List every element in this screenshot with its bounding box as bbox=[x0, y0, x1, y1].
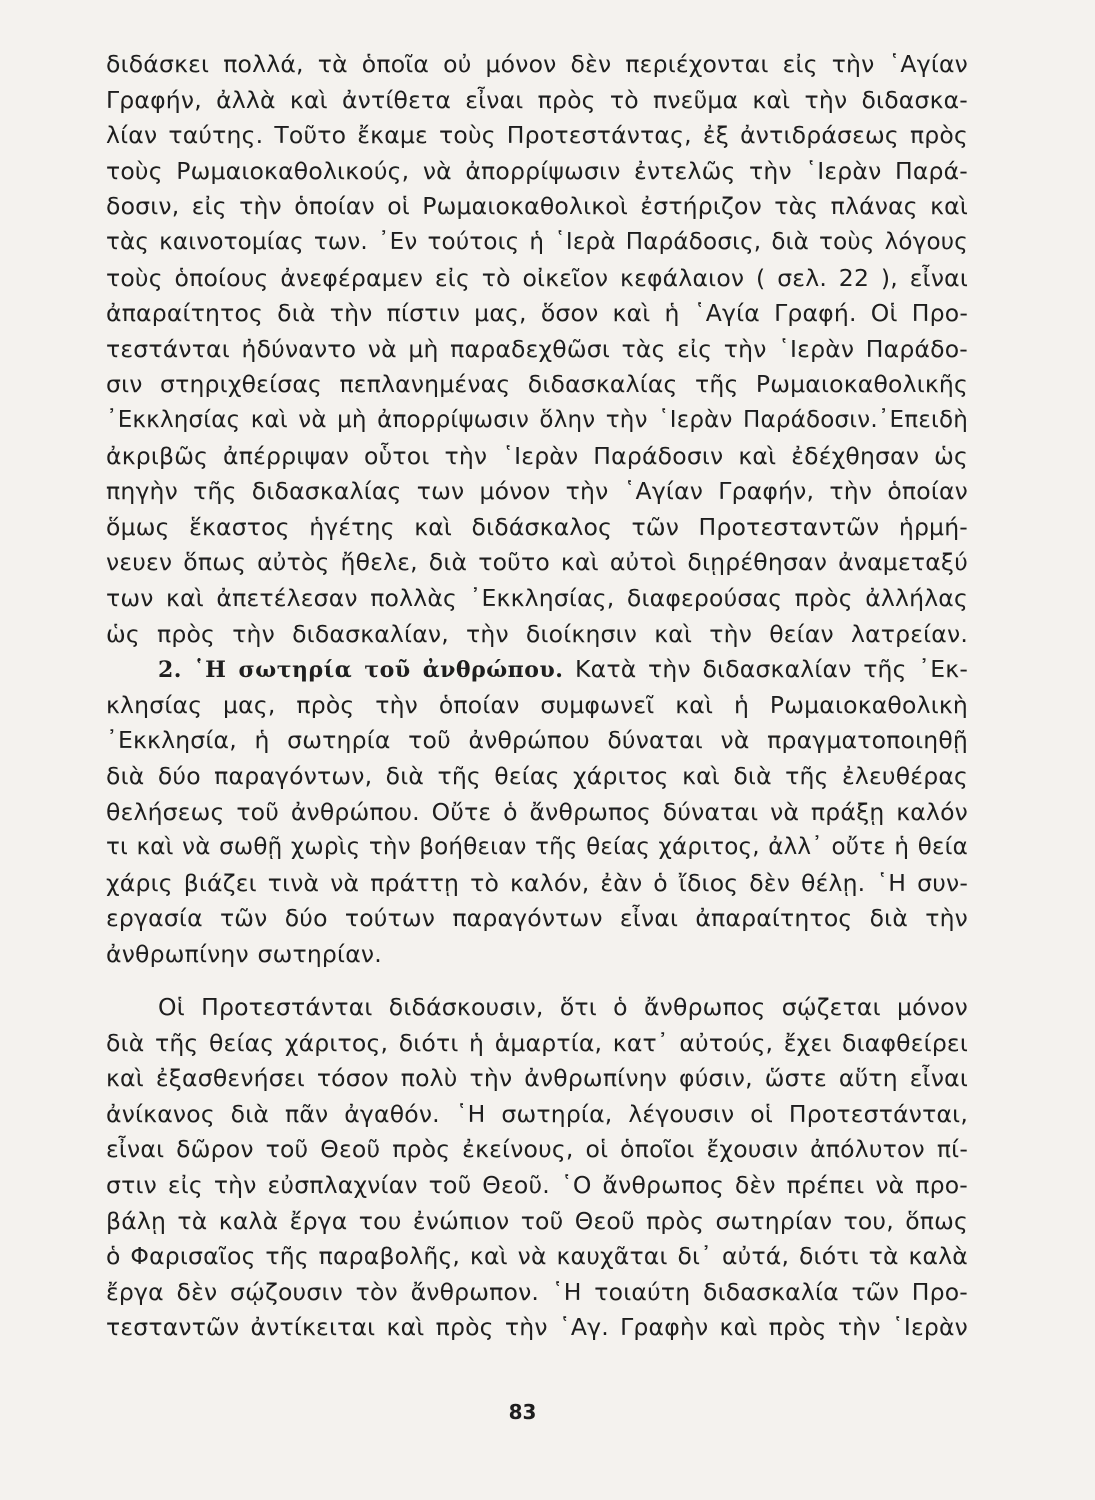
paragraph-3-line-9: ἔργα δὲν σῴζουσιν τὸν ἄνθρωπον. ῾Η τοιαύτη διδασκαλία τῶν Προ- bbox=[106, 1277, 968, 1306]
paragraph-3-line-4: ἀνίκανος διὰ πᾶν ἀγαθόν. ῾Η σωτηρία, λέγουσιν οἱ Προτεστάνται, bbox=[106, 1099, 968, 1128]
text-line-12: ἀκριβῶς ἀπέρριψαν οὗτοι τὴν ῾Ιερὰν Παράδοσιν καὶ ἐδέχθησαν ὡς bbox=[106, 441, 968, 470]
section-2-line-1: κλησίας μας, πρὸς τὴν ὁποίαν συμφωνεῖ καὶ ἡ Ρωμαιοκαθολικὴ bbox=[106, 690, 968, 719]
text-line-1: διδάσκει πολλά, τὰ ὁποῖα οὐ μόνον δὲν περιέχονται εἰς τὴν ῾Αγίαν bbox=[106, 50, 968, 78]
text-line-14: ὅμως ἕκαστος ἡγέτης καὶ διδάσκαλος τῶν Προτεσταντῶν ἡρμή- bbox=[106, 512, 968, 541]
section-number: 2. bbox=[158, 657, 182, 684]
page-number: 83 bbox=[508, 1400, 537, 1424]
text-line-17: ὡς πρὸς τὴν διδασκαλίαν, τὴν διοίκησιν καὶ τὴν θείαν λατρείαν. bbox=[106, 619, 968, 648]
text-line-5: δοσιν, εἰς τὴν ὁποίαν οἱ Ρωμαιοκαθολικοὶ ἐστήριζον τὰς πλάνας καὶ bbox=[106, 192, 968, 221]
text-line-10: σιν στηριχθείσας πεπλανημένας διδασκαλίας τῆς Ρωμαιοκαθολικῆς bbox=[106, 370, 968, 399]
text-line-6: τὰς καινοτομίας των. ᾿Εν τούτοις ἡ ῾Ιερὰ Παράδοσις, διὰ τοὺς λόγους bbox=[106, 229, 968, 255]
section-2-line-3: διὰ δύο παραγόντων, διὰ τῆς θείας χάριτος καὶ διὰ τῆς ἐλευθέρας bbox=[106, 762, 968, 790]
section-2-line-8: ἀνθρωπίνην σωτηρίαν. bbox=[106, 940, 382, 968]
paragraph-3-line-1: Οἱ Προτεστάνται διδάσκουσιν, ὅτι ὁ ἄνθρωπος σῴζεται μόνον bbox=[158, 993, 968, 1021]
section-2-line-2: ᾿Εκκλησία, ἡ σωτηρία τοῦ ἀνθρώπου δύναται νὰ πραγματοποιηθῇ bbox=[106, 726, 968, 755]
paragraph-3-line-8: ὁ Φαρισαῖος τῆς παραβολῆς, καὶ νὰ καυχᾶται δι᾿ αὐτά, διότι τὰ καλὰ bbox=[106, 1242, 968, 1271]
section-2-line-5: τι καὶ νὰ σωθῇ χωρὶς τὴν βοήθειαν τῆς θείας χάριτος, ἀλλ᾿ οὔτε ἡ θεία bbox=[106, 834, 968, 861]
paragraph-3-line-5: εἶναι δῶρον τοῦ Θεοῦ πρὸς ἐκείνους, οἱ ὁποῖοι ἔχουσιν ἀπόλυτον πί- bbox=[106, 1135, 968, 1164]
text-line-9: τεστάνται ἠδύναντο νὰ μὴ παραδεχθῶσι τὰς εἰς τὴν ῾Ιερὰν Παράδο- bbox=[106, 334, 968, 363]
text-line-16: των καὶ ἀπετέλεσαν πολλὰς ᾿Εκκλησίας, διαφερούσας πρὸς ἀλλήλας bbox=[106, 584, 968, 612]
text-line-15: νευεν ὅπως αὐτὸς ἤθελε, διὰ τοῦτο καὶ αὐτοὶ διῃρέθησαν ἀναμεταξύ bbox=[106, 548, 968, 577]
paragraph-3-line-10: τεσταντῶν ἀντίκειται καὶ πρὸς τὴν ῾Αγ. Γραφὴν καὶ πρὸς τὴν ῾Ιερὰν bbox=[106, 1313, 968, 1342]
section-2-first-line-rest: Κατὰ τὴν διδασκαλίαν τῆς ᾿Εκ- bbox=[575, 655, 969, 684]
paragraph-3-line-6: στιν εἰς τὴν εὐσπλαχνίαν τοῦ Θεοῦ. ῾Ο ἄνθρωπος δὲν πρέπει νὰ προ- bbox=[106, 1171, 968, 1199]
paragraph-3-line-7: βάλῃ τὰ καλὰ ἔργα του ἐνώπιον τοῦ Θεοῦ πρὸς σωτηρίαν του, ὅπως bbox=[106, 1206, 968, 1235]
section-title: ῾Η σωτηρία τοῦ ἀνθρώπου. bbox=[193, 657, 564, 684]
section-2-line-4: θελήσεως τοῦ ἀνθρώπου. Οὔτε ὁ ἄνθρωπος δύναται νὰ πράξῃ καλόν bbox=[106, 797, 968, 826]
section-2-line-6: χάρις βιάζει τινὰ νὰ πράττῃ τὸ καλόν, ἐὰν ὁ ἴδιος δὲν θέλῃ. ῾Η συν- bbox=[106, 868, 968, 897]
text-line-7: τοὺς ὁποίους ἀνεφέραμεν εἰς τὸ οἰκεῖον κεφάλαιον ( σελ. 22 ), εἶναι bbox=[106, 263, 968, 292]
text-line-8: ἀπαραίτητος διὰ τὴν πίστιν μας, ὅσον καὶ ἡ ῾Αγία Γραφή. Οἱ Προ- bbox=[106, 299, 968, 328]
text-line-2: Γραφήν, ἀλλὰ καὶ ἀντίθετα εἶναι πρὸς τὸ πνεῦμα καὶ τὴν διδασκα- bbox=[106, 85, 968, 114]
text-line-11: ᾿Εκκλησίας καὶ νὰ μὴ ἀπορρίψωσιν ὅλην τὴν ῾Ιερὰν Παράδοσιν.᾿Επειδὴ bbox=[106, 407, 968, 433]
section-2-line-7: εργασία τῶν δύο τούτων παραγόντων εἶναι ἀπαραίτητος διὰ τὴν bbox=[106, 904, 968, 933]
section-2-first-line bbox=[158, 651, 968, 688]
paragraph-3-line-2: διὰ τῆς θείας χάριτος, διότι ἡ ἁμαρτία, κατ᾿ αὐτούς, ἔχει διαφθείρει bbox=[106, 1028, 968, 1057]
text-line-4: τοὺς Ρωμαιοκαθολικούς, νὰ ἀπορρίψωσιν ἐντελῶς τὴν ῾Ιερὰν Παρά- bbox=[106, 156, 968, 185]
text-line-13: πηγὴν τῆς διδασκαλίας των μόνον τὴν ῾Αγίαν Γραφήν, τὴν ὁποίαν bbox=[106, 477, 968, 506]
paragraph-3-line-3: καὶ ἐξασθενήσει τόσον πολὺ τὴν ἀνθρωπίνην φύσιν, ὥστε αὕτη εἶναι bbox=[106, 1064, 968, 1093]
text-line-3: λίαν ταύτης. Τοῦτο ἔκαμε τοὺς Προτεστάντας, ἐξ ἀντιδράσεως πρὸς bbox=[106, 121, 968, 150]
